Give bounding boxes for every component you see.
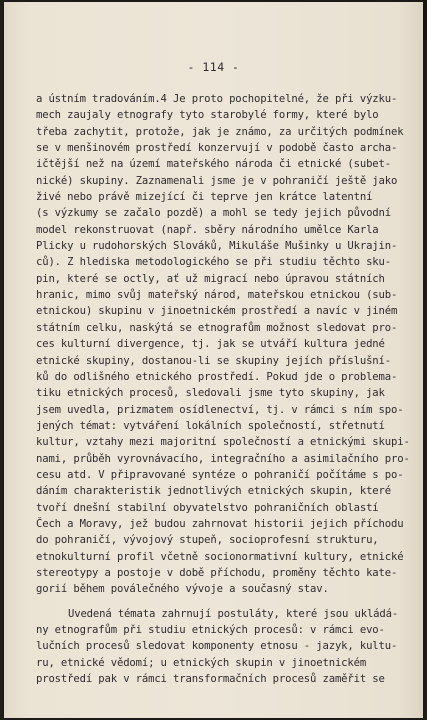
text-line: Uvedená témata zahrnují postuláty, které jsou ukládá- <box>68 607 399 620</box>
text-line: mech zaujaly etnografy tyto starobylé formy, které bylo <box>36 109 379 122</box>
text-line: gorií během poválečného vývoje a současný stav. <box>36 583 329 596</box>
text-line: do pohraničí, vývojový stupeň, socioprofesní strukturu, <box>36 534 379 547</box>
text-line: etnické skupiny, dostanou-li se skupiny jejích příslušní- <box>36 354 391 367</box>
text-line: lučních procesů sledovat komponenty etnosu - jazyk, kultu- <box>36 640 398 653</box>
text-line: ces kulturní divergence, tj. jak se utváří kultura jedné <box>36 338 385 351</box>
text-line: pin, které se octly, ať už migrací nebo úpravou státních <box>36 272 385 285</box>
scan-edge <box>423 0 427 40</box>
text-line: prostředí pak v rámci transformačních procesů zaměřit se <box>36 673 385 686</box>
text-line: nické) skupiny. Zaznamenali jsme je v pohraničí ještě jako <box>36 174 398 187</box>
text-line: ků do odlišného etnického prostředí. Pokud jde o problema- <box>36 370 398 383</box>
paragraph-2 <box>36 606 406 688</box>
text-line: cesu atd. V připravované syntéze o pohraničí počítáme s po- <box>36 468 404 481</box>
text-line: stereotypy a postoje v době příchodu, proměny těchto kate- <box>36 566 398 579</box>
document-page <box>4 2 423 718</box>
text-line: dáním charakteristik jednotlivých etnických skupin, které <box>36 485 391 498</box>
page-number: - 114 - <box>187 60 240 74</box>
paragraph-gap <box>36 598 406 606</box>
text-line: tiku etnických procesů, sledovali jsme tyto skupiny, jak <box>36 387 385 400</box>
text-line: ru, etnické vědomí; u etnických skupin v jinoetnickém <box>36 656 367 669</box>
text-line: ců). Z hlediska metodologického se při studiu těchto sku- <box>36 256 391 269</box>
text-line: Čech a Moravy, jež budou zahrnovat historii jejich příchodu <box>36 517 404 530</box>
text-line: tvoří dnešní stabilní obyvatelstvo pohraničních oblastí <box>36 501 379 514</box>
paragraph-1 <box>36 91 410 598</box>
text-line: Plicky u rudohorských Slováků, Mikuláše Mušinky u Ukrajin- <box>36 240 398 253</box>
text-line: státním celku, naskýtá se etnografům možnost sledovat pro- <box>36 321 398 334</box>
text-line: etnokulturní profil včetně socionormativní kultury, etnické <box>36 550 404 563</box>
text-line: a ústním tradováním.4 Je proto pochopitelné, že při výzku- <box>36 93 398 105</box>
text-line: se v menšinovém prostředí konzervují v podobě často archa- <box>36 142 398 155</box>
text-line: nami, průběh vyrovnávacího, integračního a asimilačního pro- <box>36 452 410 465</box>
text-line: živé nebo právě mizející či teprve jen krátce latentní <box>36 191 373 204</box>
text-line: ny etnografům při studiu etnických procesů: v rámci evo- <box>36 624 385 636</box>
body-text <box>36 91 410 687</box>
text-line: jsem uvedla, prizmatem osídlenectví, tj. v rámci s ním spo- <box>36 403 404 416</box>
text-line: kultur, vztahy mezi majoritní společností a etnickými skupi- <box>36 436 410 449</box>
text-line: hranic, mimo svůj mateřský národ, mateřskou etnickou (sub- <box>36 289 398 302</box>
text-line: (s výzkumy se začalo pozdě) a mohl se tedy jejich původní <box>36 207 391 220</box>
text-line: ičtější než na území mateřského národa či etnické (subet- <box>36 158 391 171</box>
text-line: jených témat: vytváření lokálních společností, střetnutí <box>36 419 385 432</box>
text-line: model rekonstruovat (např. sběry národního umělce Karla <box>36 223 379 236</box>
text-line: etnickou) skupinu v jinoetnickém prostředí a navíc v jiném <box>36 305 398 318</box>
text-line: třeba zachytit, protože, jak je známo, za určitých podmínek <box>36 125 404 138</box>
